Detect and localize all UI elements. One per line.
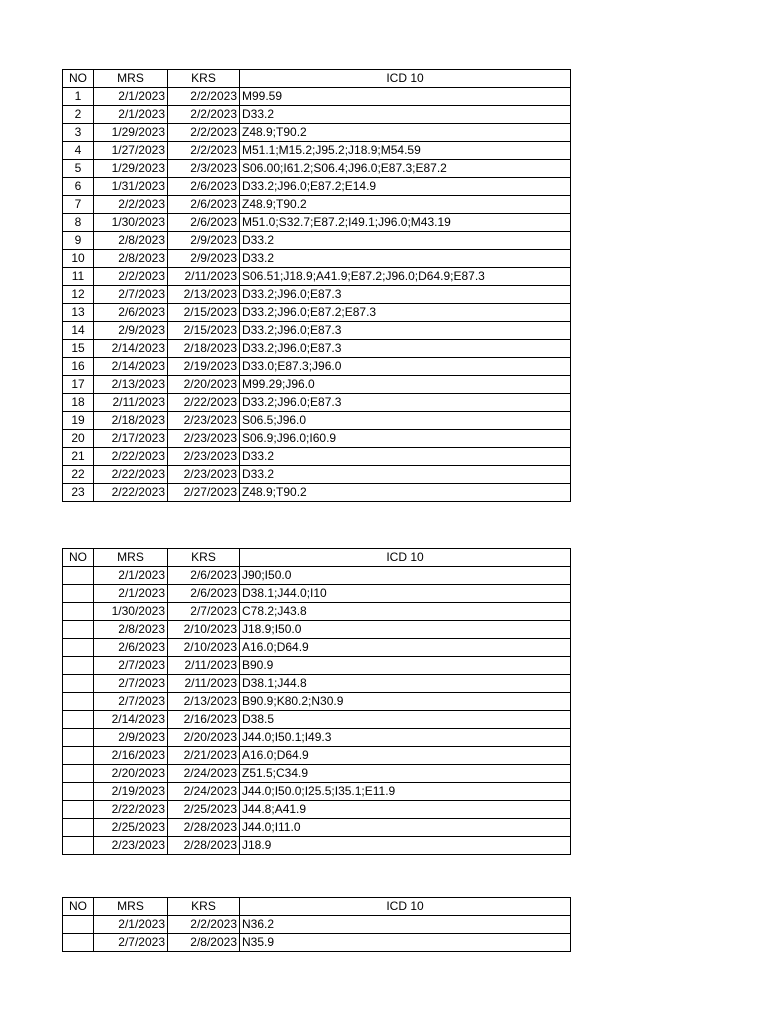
cell-no[interactable]: 11 <box>63 268 94 286</box>
cell-krs[interactable]: 2/24/2023 <box>168 783 240 801</box>
cell-no[interactable]: 5 <box>63 160 94 178</box>
cell-mrs[interactable]: 1/31/2023 <box>94 178 168 196</box>
cell-krs[interactable]: 2/3/2023 <box>168 160 240 178</box>
cell-krs[interactable]: 2/28/2023 <box>168 837 240 855</box>
table-row <box>63 376 571 394</box>
cell-icd[interactable]: D33.2;J96.0;E87.3 <box>240 394 571 412</box>
cell-icd[interactable]: D33.2;J96.0;E87.2;E87.3 <box>240 304 571 322</box>
cell-icd[interactable]: M51.0;S32.7;E87.2;I49.1;J96.0;M43.19 <box>240 214 571 232</box>
header-no[interactable]: NO <box>63 898 94 916</box>
table-row <box>63 88 571 106</box>
cell-mrs[interactable]: 2/22/2023 <box>94 466 168 484</box>
cell-no[interactable]: 12 <box>63 286 94 304</box>
cell-no[interactable] <box>63 801 94 819</box>
cell-krs[interactable]: 2/18/2023 <box>168 340 240 358</box>
table-row <box>63 585 571 603</box>
cell-mrs[interactable]: 2/8/2023 <box>94 621 168 639</box>
cell-no[interactable]: 14 <box>63 322 94 340</box>
cell-mrs[interactable]: 2/16/2023 <box>94 747 168 765</box>
cell-krs[interactable]: 2/28/2023 <box>168 819 240 837</box>
cell-no[interactable]: 19 <box>63 412 94 430</box>
cell-mrs[interactable]: 2/8/2023 <box>94 232 168 250</box>
cell-mrs[interactable]: 2/1/2023 <box>94 567 168 585</box>
cell-no[interactable]: 23 <box>63 484 94 502</box>
cell-krs[interactable]: 2/22/2023 <box>168 394 240 412</box>
table-row <box>63 268 571 286</box>
cell-krs[interactable]: 2/2/2023 <box>168 916 240 934</box>
cell-no[interactable] <box>63 765 94 783</box>
cell-no[interactable]: 21 <box>63 448 94 466</box>
table-row <box>63 322 571 340</box>
cell-mrs[interactable]: 2/11/2023 <box>94 394 168 412</box>
cell-icd[interactable]: J18.9 <box>240 837 571 855</box>
cell-krs[interactable]: 2/2/2023 <box>168 88 240 106</box>
table-row <box>63 711 571 729</box>
cell-krs[interactable]: 2/23/2023 <box>168 430 240 448</box>
cell-krs[interactable]: 2/6/2023 <box>168 585 240 603</box>
header-krs[interactable]: KRS <box>168 898 240 916</box>
cell-icd[interactable]: S06.9;J96.0;I60.9 <box>240 430 571 448</box>
cell-no[interactable]: 9 <box>63 232 94 250</box>
header-no[interactable]: NO <box>63 549 94 567</box>
cell-mrs[interactable]: 2/25/2023 <box>94 819 168 837</box>
cell-icd[interactable]: D33.0;E87.3;J96.0 <box>240 358 571 376</box>
cell-icd[interactable]: S06.00;I61.2;S06.4;J96.0;E87.3;E87.2 <box>240 160 571 178</box>
header-krs[interactable]: KRS <box>168 549 240 567</box>
cell-mrs[interactable]: 1/29/2023 <box>94 160 168 178</box>
cell-mrs[interactable]: 2/18/2023 <box>94 412 168 430</box>
cell-no[interactable] <box>63 693 94 711</box>
cell-icd[interactable]: J44.0;I11.0 <box>240 819 571 837</box>
header-no[interactable]: NO <box>63 70 94 88</box>
table-row <box>63 214 571 232</box>
table-row <box>63 621 571 639</box>
cell-no[interactable] <box>63 934 94 952</box>
table-body <box>63 898 571 952</box>
cell-mrs[interactable]: 2/7/2023 <box>94 693 168 711</box>
table-row <box>63 675 571 693</box>
cell-no[interactable]: 13 <box>63 304 94 322</box>
table-row <box>63 567 571 585</box>
cell-mrs[interactable]: 2/1/2023 <box>94 88 168 106</box>
cell-icd[interactable]: Z48.9;T90.2 <box>240 196 571 214</box>
table-row <box>63 693 571 711</box>
header-icd10[interactable]: ICD 10 <box>240 898 571 916</box>
table-row <box>63 196 571 214</box>
cell-krs[interactable]: 2/21/2023 <box>168 747 240 765</box>
cell-mrs[interactable]: 2/1/2023 <box>94 106 168 124</box>
cell-krs[interactable]: 2/7/2023 <box>168 603 240 621</box>
cell-krs[interactable]: 2/10/2023 <box>168 621 240 639</box>
cell-krs[interactable]: 2/6/2023 <box>168 214 240 232</box>
cell-no[interactable] <box>63 729 94 747</box>
cell-no[interactable] <box>63 639 94 657</box>
table-body <box>63 549 571 855</box>
cell-krs[interactable]: 2/15/2023 <box>168 322 240 340</box>
cell-mrs[interactable]: 2/22/2023 <box>94 484 168 502</box>
cell-mrs[interactable]: 2/7/2023 <box>94 675 168 693</box>
cell-icd[interactable]: A16.0;D64.9 <box>240 747 571 765</box>
cell-icd[interactable]: D33.2;J96.0;E87.3 <box>240 322 571 340</box>
cell-no[interactable] <box>63 916 94 934</box>
table-row <box>63 657 571 675</box>
cell-mrs[interactable]: 1/29/2023 <box>94 124 168 142</box>
cell-krs[interactable]: 2/2/2023 <box>168 142 240 160</box>
cell-krs[interactable]: 2/15/2023 <box>168 304 240 322</box>
cell-no[interactable]: 8 <box>63 214 94 232</box>
table-row <box>63 340 571 358</box>
table-row <box>63 747 571 765</box>
table-row <box>63 639 571 657</box>
cell-no[interactable]: 10 <box>63 250 94 268</box>
cell-no[interactable]: 22 <box>63 466 94 484</box>
cell-mrs[interactable]: 1/27/2023 <box>94 142 168 160</box>
cell-mrs[interactable]: 2/23/2023 <box>94 837 168 855</box>
table-body <box>63 70 571 502</box>
cell-icd[interactable]: S06.5;J96.0 <box>240 412 571 430</box>
cell-krs[interactable]: 2/10/2023 <box>168 639 240 657</box>
cell-no[interactable]: 3 <box>63 124 94 142</box>
header-row <box>63 70 571 88</box>
cell-mrs[interactable]: 2/8/2023 <box>94 250 168 268</box>
table-row <box>63 304 571 322</box>
cell-mrs[interactable]: 1/30/2023 <box>94 603 168 621</box>
cell-no[interactable]: 20 <box>63 430 94 448</box>
cell-mrs[interactable]: 2/14/2023 <box>94 358 168 376</box>
cell-no[interactable] <box>63 711 94 729</box>
cell-no[interactable]: 7 <box>63 196 94 214</box>
cell-mrs[interactable]: 2/17/2023 <box>94 430 168 448</box>
cell-krs[interactable]: 2/27/2023 <box>168 484 240 502</box>
cell-mrs[interactable]: 2/14/2023 <box>94 711 168 729</box>
cell-icd[interactable]: M51.1;M15.2;J95.2;J18.9;M54.59 <box>240 142 571 160</box>
header-krs[interactable]: KRS <box>168 70 240 88</box>
table-row <box>63 250 571 268</box>
cell-no[interactable]: 15 <box>63 340 94 358</box>
cell-krs[interactable]: 2/20/2023 <box>168 376 240 394</box>
cell-no[interactable] <box>63 675 94 693</box>
header-row <box>63 549 571 567</box>
cell-mrs[interactable]: 2/2/2023 <box>94 196 168 214</box>
table-row <box>63 358 571 376</box>
cell-mrs[interactable]: 2/1/2023 <box>94 916 168 934</box>
cell-krs[interactable]: 2/11/2023 <box>168 268 240 286</box>
cell-mrs[interactable]: 2/22/2023 <box>94 801 168 819</box>
cell-krs[interactable]: 2/13/2023 <box>168 286 240 304</box>
cell-icd[interactable]: D33.2 <box>240 250 571 268</box>
table-row <box>63 142 571 160</box>
header-mrs[interactable]: MRS <box>94 70 168 88</box>
table-row <box>63 412 571 430</box>
cell-krs[interactable]: 2/11/2023 <box>168 675 240 693</box>
cell-mrs[interactable]: 2/6/2023 <box>94 639 168 657</box>
cell-no[interactable]: 16 <box>63 358 94 376</box>
cell-krs[interactable]: 2/8/2023 <box>168 934 240 952</box>
table-row <box>63 178 571 196</box>
cell-icd[interactable]: A16.0;D64.9 <box>240 639 571 657</box>
cell-no[interactable] <box>63 567 94 585</box>
cell-icd[interactable]: Z51.5;C34.9 <box>240 765 571 783</box>
cell-icd[interactable]: J90;I50.0 <box>240 567 571 585</box>
cell-icd[interactable]: N36.2 <box>240 916 571 934</box>
cell-icd[interactable]: Z48.9;T90.2 <box>240 124 571 142</box>
cell-no[interactable] <box>63 837 94 855</box>
cell-krs[interactable]: 2/11/2023 <box>168 657 240 675</box>
table-row <box>63 394 571 412</box>
cell-icd[interactable]: J44.0;I50.0;I25.5;I35.1;E11.9 <box>240 783 571 801</box>
admissions-table-1 <box>62 69 571 502</box>
table-row <box>63 603 571 621</box>
cell-icd[interactable]: D33.2;J96.0;E87.3 <box>240 286 571 304</box>
table-row <box>63 837 571 855</box>
cell-mrs[interactable]: 2/22/2023 <box>94 448 168 466</box>
table-row <box>63 466 571 484</box>
cell-mrs[interactable]: 2/20/2023 <box>94 765 168 783</box>
cell-krs[interactable]: 2/25/2023 <box>168 801 240 819</box>
cell-icd[interactable]: J44.0;I50.1;I49.3 <box>240 729 571 747</box>
cell-mrs[interactable]: 2/19/2023 <box>94 783 168 801</box>
cell-icd[interactable]: D33.2 <box>240 106 571 124</box>
cell-icd[interactable]: Z48.9;T90.2 <box>240 484 571 502</box>
cell-no[interactable]: 4 <box>63 142 94 160</box>
table-row <box>63 232 571 250</box>
table-row <box>63 430 571 448</box>
table-row <box>63 286 571 304</box>
table-row <box>63 448 571 466</box>
table-row <box>63 729 571 747</box>
table-row <box>63 160 571 178</box>
cell-mrs[interactable]: 2/7/2023 <box>94 657 168 675</box>
admissions-table-2 <box>62 548 571 855</box>
cell-krs[interactable]: 2/23/2023 <box>168 466 240 484</box>
cell-no[interactable]: 2 <box>63 106 94 124</box>
cell-krs[interactable]: 2/9/2023 <box>168 232 240 250</box>
cell-no[interactable] <box>63 657 94 675</box>
cell-no[interactable]: 1 <box>63 88 94 106</box>
cell-icd[interactable]: D33.2;J96.0;E87.2;E14.9 <box>240 178 571 196</box>
cell-krs[interactable]: 2/6/2023 <box>168 567 240 585</box>
cell-mrs[interactable]: 2/7/2023 <box>94 934 168 952</box>
header-icd10[interactable]: ICD 10 <box>240 70 571 88</box>
cell-krs[interactable]: 2/20/2023 <box>168 729 240 747</box>
table-row <box>63 819 571 837</box>
table-row <box>63 783 571 801</box>
table-row <box>63 801 571 819</box>
cell-krs[interactable]: 2/19/2023 <box>168 358 240 376</box>
table-row <box>63 765 571 783</box>
cell-mrs[interactable]: 2/13/2023 <box>94 376 168 394</box>
header-mrs[interactable]: MRS <box>94 549 168 567</box>
cell-icd[interactable]: D33.2 <box>240 232 571 250</box>
admissions-table-3 <box>62 897 571 952</box>
cell-icd[interactable]: S06.51;J18.9;A41.9;E87.2;J96.0;D64.9;E87.3 <box>240 268 571 286</box>
cell-no[interactable] <box>63 621 94 639</box>
cell-krs[interactable]: 2/2/2023 <box>168 124 240 142</box>
cell-krs[interactable]: 2/6/2023 <box>168 196 240 214</box>
cell-krs[interactable]: 2/9/2023 <box>168 250 240 268</box>
cell-no[interactable] <box>63 603 94 621</box>
table-row <box>63 934 571 952</box>
header-mrs[interactable]: MRS <box>94 898 168 916</box>
cell-mrs[interactable]: 2/14/2023 <box>94 340 168 358</box>
cell-no[interactable]: 6 <box>63 178 94 196</box>
cell-krs[interactable]: 2/2/2023 <box>168 106 240 124</box>
cell-icd[interactable]: J18.9;I50.0 <box>240 621 571 639</box>
header-icd10[interactable]: ICD 10 <box>240 549 571 567</box>
cell-icd[interactable]: J44.8;A41.9 <box>240 801 571 819</box>
cell-icd[interactable]: N35.9 <box>240 934 571 952</box>
cell-icd[interactable]: D33.2 <box>240 466 571 484</box>
cell-icd[interactable]: D33.2;J96.0;E87.3 <box>240 340 571 358</box>
cell-icd[interactable]: D38.5 <box>240 711 571 729</box>
cell-icd[interactable]: M99.59 <box>240 88 571 106</box>
cell-icd[interactable]: B90.9 <box>240 657 571 675</box>
cell-mrs[interactable]: 2/7/2023 <box>94 286 168 304</box>
cell-krs[interactable]: 2/16/2023 <box>168 711 240 729</box>
cell-krs[interactable]: 2/13/2023 <box>168 693 240 711</box>
cell-mrs[interactable]: 1/30/2023 <box>94 214 168 232</box>
table-row <box>63 106 571 124</box>
cell-no[interactable] <box>63 747 94 765</box>
cell-no[interactable]: 18 <box>63 394 94 412</box>
cell-mrs[interactable]: 2/9/2023 <box>94 729 168 747</box>
cell-no[interactable]: 17 <box>63 376 94 394</box>
cell-icd[interactable]: C78.2;J43.8 <box>240 603 571 621</box>
cell-icd[interactable]: B90.9;K80.2;N30.9 <box>240 693 571 711</box>
table-row <box>63 484 571 502</box>
cell-icd[interactable]: M99.29;J96.0 <box>240 376 571 394</box>
cell-mrs[interactable]: 2/2/2023 <box>94 268 168 286</box>
cell-krs[interactable]: 2/23/2023 <box>168 412 240 430</box>
cell-krs[interactable]: 2/6/2023 <box>168 178 240 196</box>
cell-icd[interactable]: D38.1;J44.8 <box>240 675 571 693</box>
cell-mrs[interactable]: 2/9/2023 <box>94 322 168 340</box>
cell-no[interactable] <box>63 783 94 801</box>
cell-no[interactable] <box>63 819 94 837</box>
header-row <box>63 898 571 916</box>
cell-krs[interactable]: 2/23/2023 <box>168 448 240 466</box>
cell-mrs[interactable]: 2/1/2023 <box>94 585 168 603</box>
table-row <box>63 916 571 934</box>
cell-krs[interactable]: 2/24/2023 <box>168 765 240 783</box>
cell-icd[interactable]: D33.2 <box>240 448 571 466</box>
table-row <box>63 124 571 142</box>
cell-icd[interactable]: D38.1;J44.0;I10 <box>240 585 571 603</box>
cell-mrs[interactable]: 2/6/2023 <box>94 304 168 322</box>
cell-no[interactable] <box>63 585 94 603</box>
